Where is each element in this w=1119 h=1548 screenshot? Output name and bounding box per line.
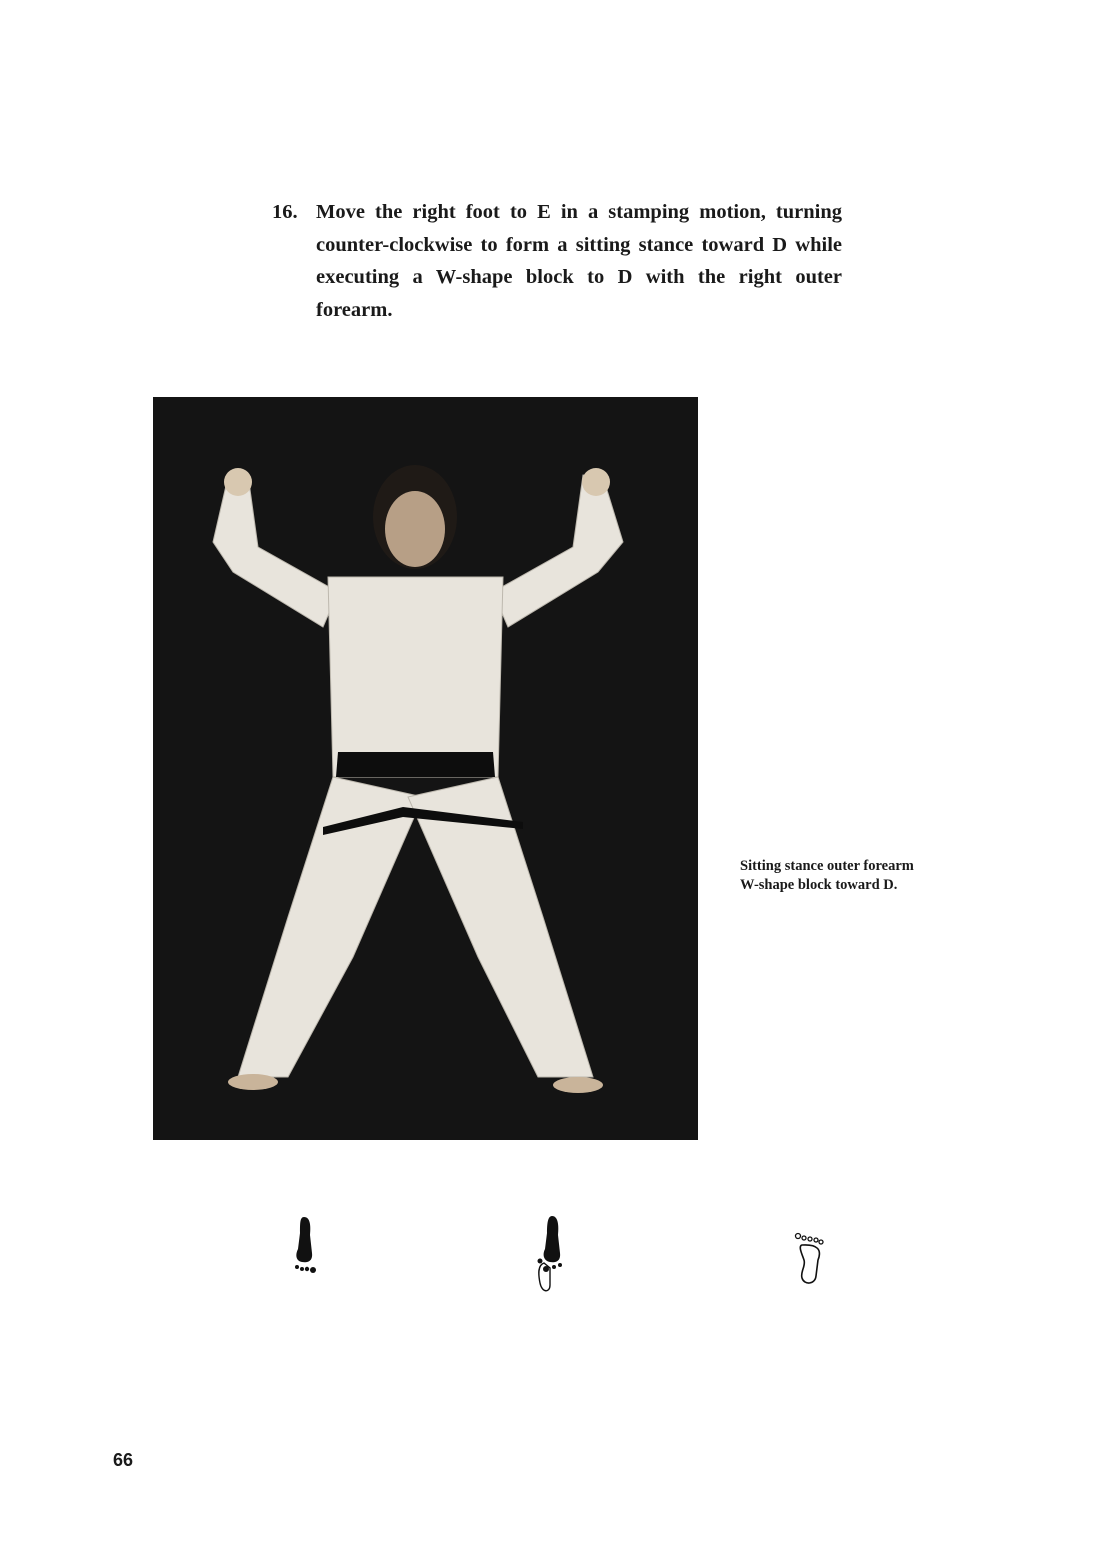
step-number: 16. xyxy=(272,201,298,223)
martial-artist-photo xyxy=(153,397,698,1140)
caption-line-1: Sitting stance outer forearm xyxy=(740,858,914,874)
photo-caption xyxy=(740,857,914,895)
solid-and-outline-footprint-icon xyxy=(530,1213,570,1299)
outline-footprint-icon xyxy=(792,1230,828,1294)
solid-footprint-icon xyxy=(292,1215,322,1279)
page-number: 66 xyxy=(113,1450,134,1470)
caption-line-2: W-shape block toward D. xyxy=(740,877,898,893)
step-text: Move the right foot to E in a stamping motion, turning counter-clockwise to form a sitting stance toward D while executing a W-shape block to D with the right outer forearm. xyxy=(316,201,842,321)
step-instruction xyxy=(272,196,842,326)
